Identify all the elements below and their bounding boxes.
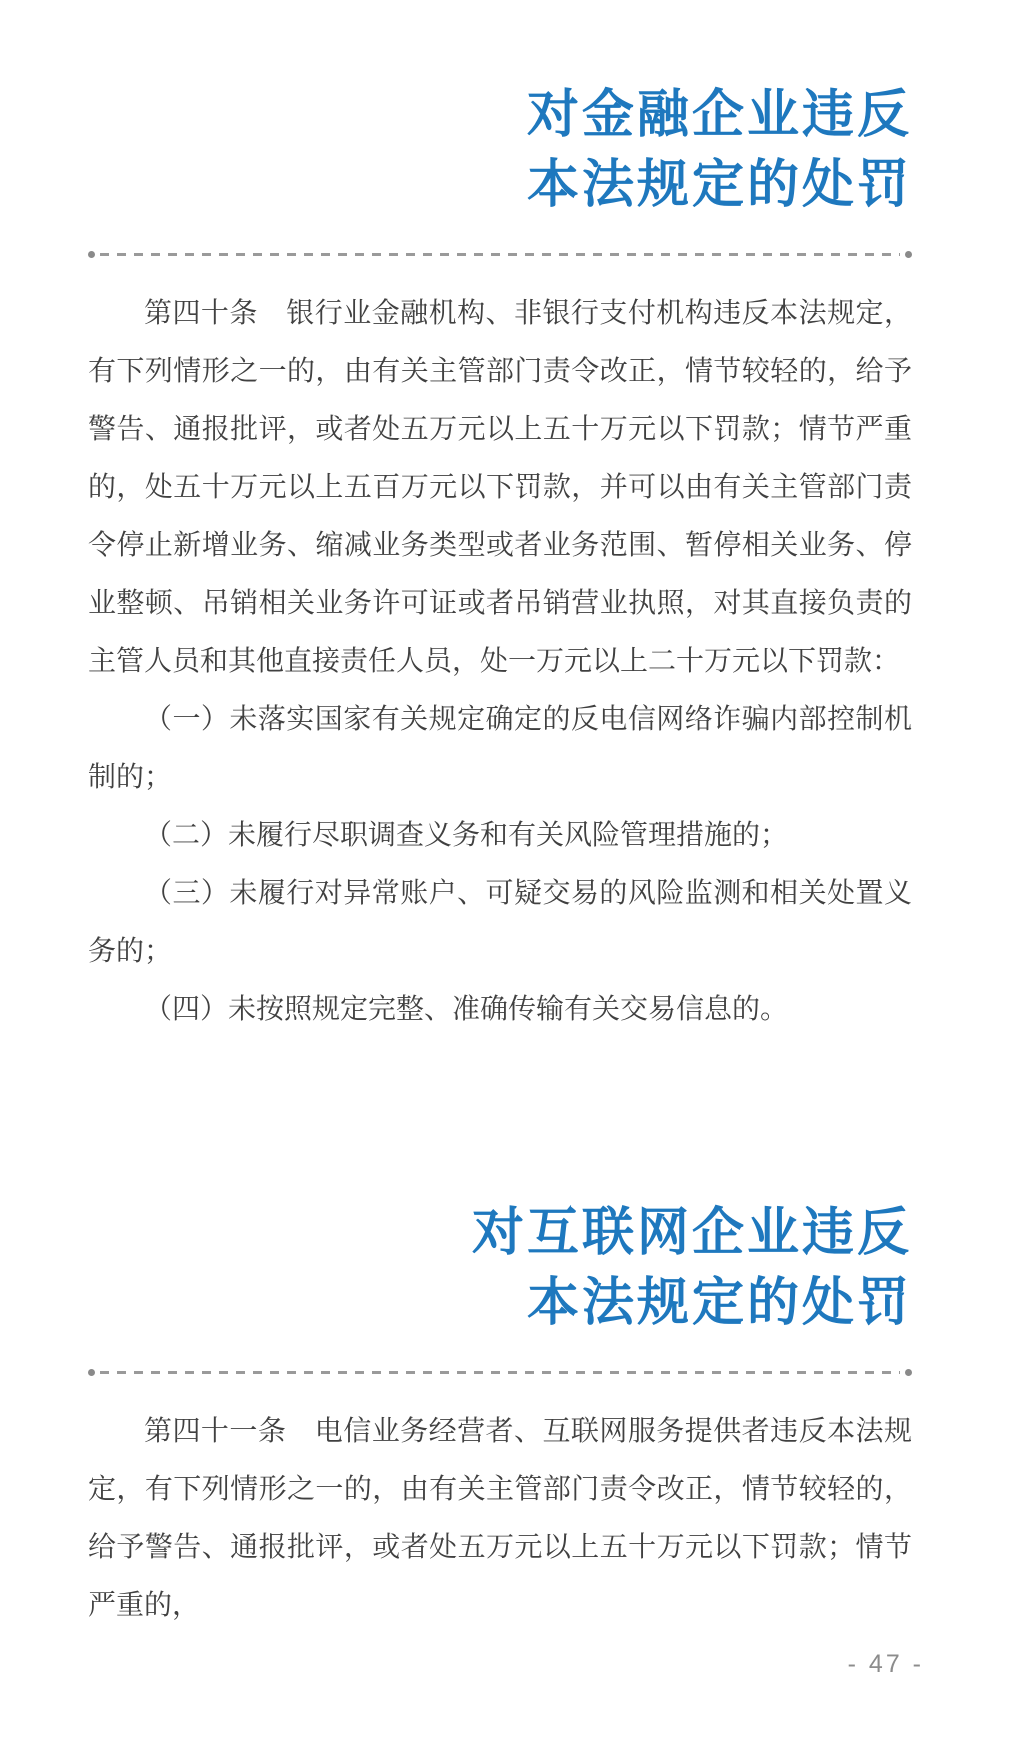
- article-40-item-4: （四）未按照规定完整、准确传输有关交易信息的。: [144, 993, 789, 1024]
- divider-dash-line: [100, 253, 900, 256]
- article-40-item-2: （二）未履行尽职调查义务和有关风险管理措施的；: [144, 819, 789, 850]
- dashed-divider: [88, 1368, 912, 1376]
- divider-dash-line: [100, 1371, 900, 1374]
- heading-line-2: 本法规定的处罚: [526, 156, 912, 214]
- divider-left-dot: [88, 1369, 95, 1376]
- article-40-item-1: （一）未落实国家有关规定确定的反电信网络诈骗内部控制机制的；: [88, 703, 912, 792]
- heading-line-1: 对金融企业违反: [526, 86, 912, 144]
- page-number: - 47 -: [847, 1650, 924, 1678]
- section-internet-penalties: [88, 1198, 912, 1634]
- article-41-paragraph: 第四十一条 电信业务经营者、互联网服务提供者违反本法规定，有下列情形之一的，由有关主管部门责令改正，情节较轻的，给予警告、通报批评，或者处五万元以上五十万元以下罚款；情节严重的，: [88, 1415, 912, 1620]
- section-heading-internet: [88, 1198, 912, 1338]
- article-40-item-3: （三）未履行对异常账户、可疑交易的风险监测和相关处置义务的；: [88, 877, 912, 966]
- article-40-paragraph: 第四十条 银行业金融机构、非银行支付机构违反本法规定，有下列情形之一的，由有关主管部门责令改正，情节较轻的，给予警告、通报批评，或者处五万元以上五十万元以下罚款；情节严重的，处五十万元以上五百万元以下罚款，并可以由有关主管部门责令停止新增业务、缩减业务类型或者业务范围、暂停相关业务、停业整顿、吊销相关业务许可证或者吊销营业执照，对其直接负责的主管人员和其他直接责任人员，处一万元以上二十万元以下罚款：: [88, 297, 912, 676]
- divider-right-dot: [905, 1369, 912, 1376]
- divider-right-dot: [905, 251, 912, 258]
- section-heading-financial: [88, 80, 912, 220]
- divider-left-dot: [88, 251, 95, 258]
- section-financial-penalties: [88, 80, 912, 1038]
- heading-line-2: 本法规定的处罚: [526, 1274, 912, 1332]
- heading-line-1: 对互联网企业违反: [471, 1204, 912, 1262]
- dashed-divider: [88, 250, 912, 258]
